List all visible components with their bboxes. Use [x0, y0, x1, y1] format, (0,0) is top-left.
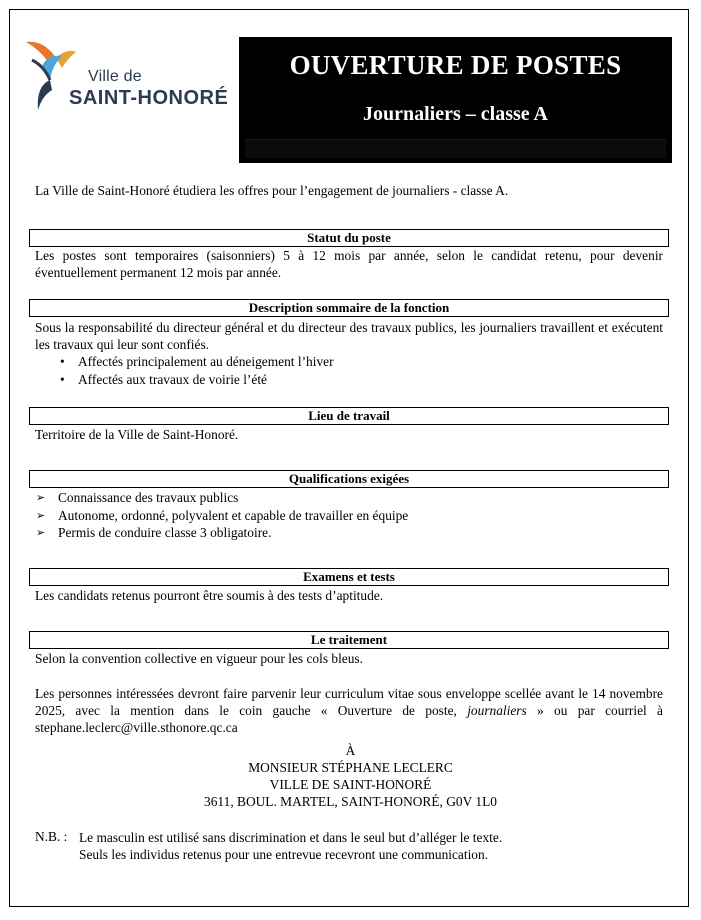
intro-text: La Ville de Saint-Honoré étudiera les offres pour l’engagement de journaliers - classe A. — [35, 183, 509, 198]
section-heading-statut: Statut du poste — [29, 229, 669, 247]
city-logo — [22, 36, 237, 126]
section-heading-traitement: Le traitement — [29, 631, 669, 649]
banner-strip — [245, 139, 666, 158]
note-label: N.B. : — [35, 829, 68, 844]
logo-city-name: SAINT-HONORÉ — [69, 87, 229, 109]
address-org: VILLE DE SAINT-HONORÉ — [269, 777, 432, 792]
list-item: ➢ Autonome, ordonné, polyvalent et capable de travailler en équipe — [36, 507, 408, 525]
application-text-italic: journaliers — [467, 703, 527, 718]
note-line-1: Le masculin est utilisé sans discrimination et dans le seul but d’alléger le texte. — [79, 830, 503, 845]
description-text: Sous la responsabilité du directeur général et du directeur des travaux publics, les journaliers travaillent et exécutent les travaux qui leur sont confiés. — [35, 320, 663, 352]
title-banner — [239, 37, 672, 163]
statut-text: Les postes sont temporaires (saisonniers) 5 à 12 mois par année, selon le candidat retenu, pour devenir éventuellement permanent 12 mois par année. — [35, 248, 663, 280]
qualifications-list — [36, 489, 408, 542]
section-heading-lieu: Lieu de travail — [29, 407, 669, 425]
traitement-text: Selon la convention collective en vigueur pour les cols bleus. — [35, 651, 363, 666]
page-subtitle: Journaliers – classe A — [363, 103, 548, 125]
section-heading-examens: Examens et tests — [29, 568, 669, 586]
application-text-end: » ou par courriel à stephane.leclerc@ville.sthonore.qc.ca — [35, 703, 663, 735]
application-text-start: Les personnes intéressées devront faire parvenir leur curriculum vitae sous enveloppe scellée avant le 14 novembre 2025, avec la mention dans le coin gauche « Ouverture de poste, — [35, 686, 663, 718]
examens-text: Les candidats retenus pourront être soumis à des tests d’aptitude. — [35, 588, 384, 603]
list-item: • Affectés principalement au déneigement l’hiver — [56, 353, 334, 371]
section-heading-qualifications: Qualifications exigées — [29, 470, 669, 488]
application-text — [35, 685, 663, 736]
description-bullet-list — [56, 353, 334, 389]
list-item: ➢ Permis de conduire classe 3 obligatoire. — [36, 524, 408, 542]
page-title: OUVERTURE DE POSTES — [289, 50, 622, 80]
address-to: À — [345, 743, 356, 758]
logo-ville-text: Ville de — [88, 68, 142, 85]
address-name: MONSIEUR STÉPHANE LECLERC — [248, 760, 453, 775]
address-street: 3611, BOUL. MARTEL, SAINT-HONORÉ, G0V 1L0 — [204, 794, 497, 809]
section-heading-description: Description sommaire de la fonction — [29, 299, 669, 317]
list-item: • Affectés aux travaux de voirie l’été — [56, 371, 334, 389]
list-item: ➢ Connaissance des travaux publics — [36, 489, 408, 507]
lieu-text: Territoire de la Ville de Saint-Honoré. — [35, 427, 239, 442]
note-line-2: Seuls les individus retenus pour une entrevue recevront une communication. — [79, 847, 489, 862]
